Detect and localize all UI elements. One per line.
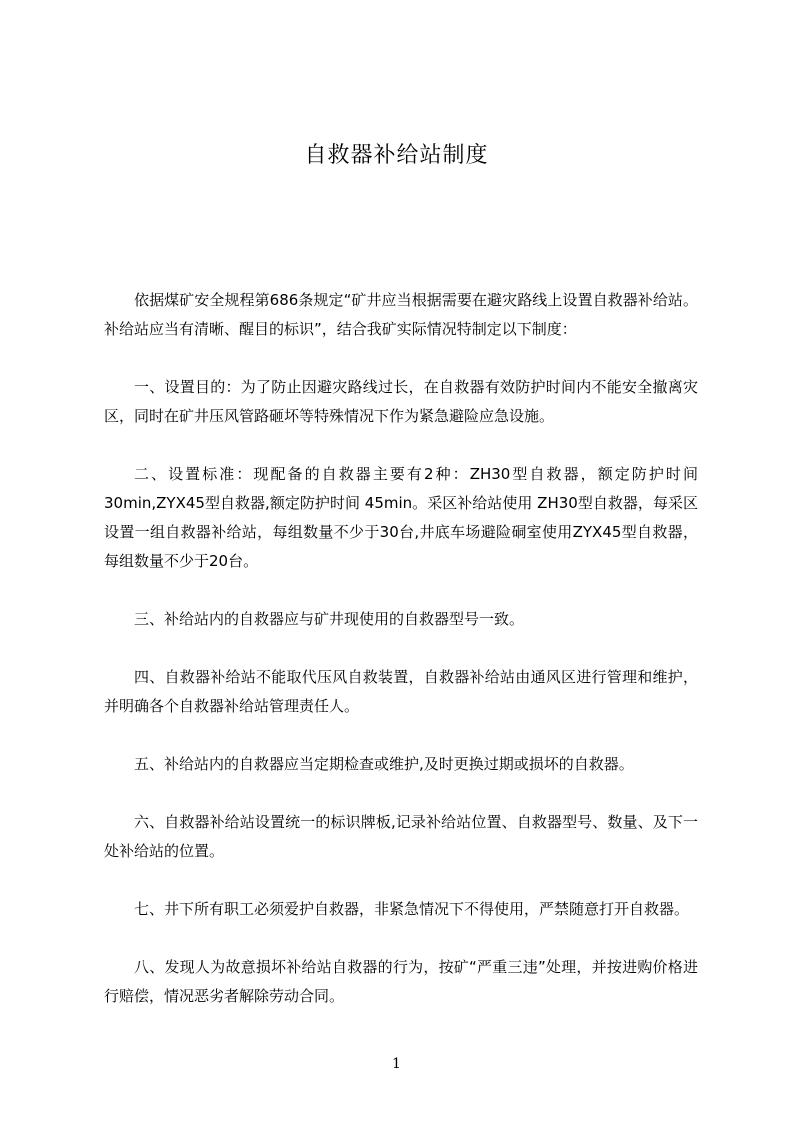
clause-8-penalty: 八、发现人为故意损坏补给站自救器的行为，按矿“严重三违”处理，并按进购价格进行赔偿，情况恶劣者解除劳动合同。 (104, 958, 698, 1005)
intro-paragraph: 依据煤矿安全规程第686条规定“矿井应当根据需要在避灾路线上设置自救器补给站。补给站应当有清晰、醒目的标识”，结合我矿实际情况特制定以下制度： (104, 291, 698, 338)
clause-1-purpose: 一、设置目的：为了防止因避灾路线过长，在自救器有效防护时间内不能安全撤离灾区，同时在矿井压风管路砸坏等特殊情况下作为紧急避险应急设施。 (104, 378, 698, 425)
page-number: 1 (392, 1056, 401, 1072)
clause-6-signage: 六、自救器补给站设置统一的标识牌板,记录补给站位置、自救器型号、数量、及下一处补给站的位置。 (104, 813, 698, 860)
clause-7-care: 七、井下所有职工必须爱护自救器，非紧急情况下不得使用，严禁随意打开自救器。 (134, 900, 690, 918)
clause-2-standard: 二、设置标准：现配备的自救器主要有2种：ZH30型自救器，额定防护时间30min,ZYX45型自救器,额定防护时间 45min。采区补给站使用 ZH30型自救器，每采区设置一组自救器补给站，每组数量不少于30台,井底车场避险硐室使用ZYX45型自救器，每组数量不少于20台。 (104, 465, 698, 570)
document-body (104, 286, 698, 1040)
clause-4-management: 四、自救器补给站不能取代压风自救装置，自救器补给站由通风区进行管理和维护，并明确各个自救器补给站管理责任人。 (104, 668, 698, 715)
clause-3-model: 三、补给站内的自救器应与矿井现使用的自救器型号一致。 (134, 610, 525, 628)
clause-5-inspection: 五、补给站内的自救器应当定期检查或维护,及时更换过期或损坏的自救器。 (134, 755, 634, 773)
document-title: 自救器补给站制度 (304, 143, 489, 168)
